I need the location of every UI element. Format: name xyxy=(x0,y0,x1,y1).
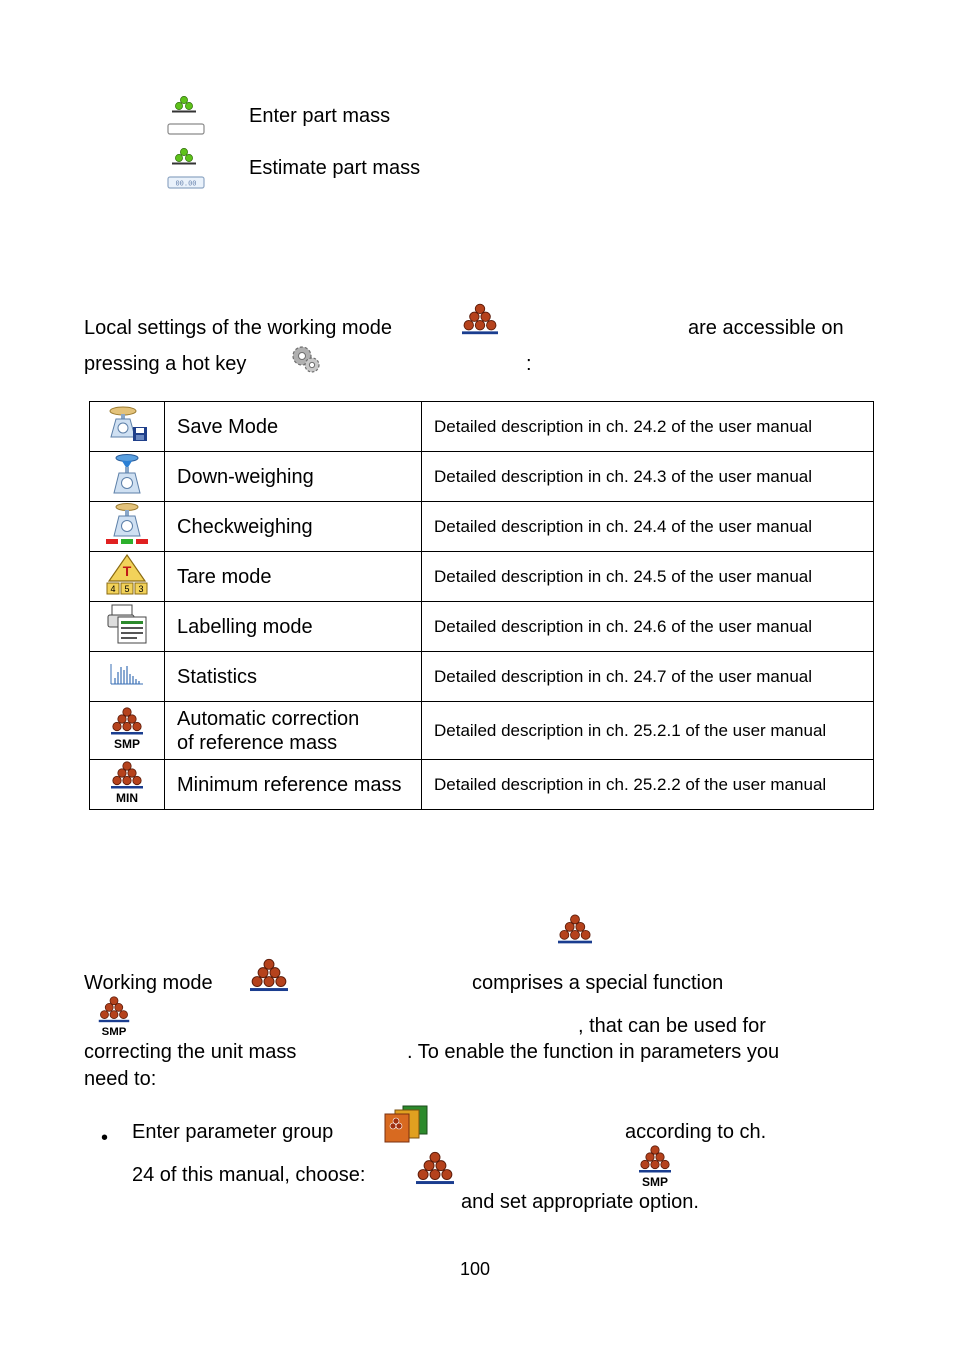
table-row xyxy=(90,452,874,502)
checkweighing-icon xyxy=(105,533,149,550)
bullet-text-1a: Enter parameter group xyxy=(132,1121,334,1143)
bullet-text-1b: according to ch. xyxy=(625,1121,767,1143)
svg-text:T: T xyxy=(122,563,132,579)
estimate-part-mass-label: Estimate part mass xyxy=(249,157,421,179)
save-mode-icon xyxy=(105,430,149,447)
local-settings-text-2: are accessible on xyxy=(688,317,844,339)
table-row xyxy=(90,760,874,810)
local-settings-text-3: pressing a hot key xyxy=(84,353,247,375)
local-settings-colon: : xyxy=(526,353,532,375)
table-row xyxy=(90,552,874,602)
smp-label: SMP xyxy=(113,737,141,749)
parts-counting-icon xyxy=(416,1151,454,1190)
smp-label: SMP xyxy=(641,1175,669,1187)
smp-label: SMP xyxy=(101,1026,127,1036)
local-settings-text-1: Local settings of the working mode xyxy=(84,317,392,339)
enter-part-mass-icon xyxy=(166,96,206,143)
tare-mode-icon xyxy=(105,563,149,599)
enter-part-mass-label: Enter part mass xyxy=(249,105,391,127)
svg-text:5: 5 xyxy=(124,584,130,594)
working-mode-text-1a: Working mode xyxy=(84,972,213,994)
parameters-group-icon xyxy=(381,1104,431,1149)
row-name: Save Mode xyxy=(165,402,422,452)
statistics-icon xyxy=(109,673,145,690)
row-name: Down-weighing xyxy=(165,452,422,502)
table-row xyxy=(90,602,874,652)
table-row xyxy=(90,702,874,760)
working-mode-text-1b: comprises a special function xyxy=(472,972,724,994)
smp-icon xyxy=(637,1145,673,1192)
bullet-symbol: • xyxy=(101,1127,109,1149)
row-name: Statistics xyxy=(165,652,422,702)
settings-table xyxy=(89,401,874,810)
row-name-line2: of reference mass xyxy=(177,731,338,754)
settings-hotkey-icon xyxy=(289,343,321,380)
table-row xyxy=(90,652,874,702)
row-desc: Detailed description in ch. 24.4 of the user manual xyxy=(422,502,874,552)
working-mode-text-3a: correcting the unit mass xyxy=(84,1041,297,1063)
estimate-part-mass-icon xyxy=(166,148,206,197)
row-name: Minimum reference mass xyxy=(165,760,422,810)
smp-icon xyxy=(96,996,132,1041)
row-name-line1: Automatic correction xyxy=(177,707,360,730)
parts-counting-icon xyxy=(250,958,288,997)
working-mode-text-2: , that can be used for xyxy=(578,1015,766,1037)
table-row xyxy=(90,402,874,452)
bullet-text-3: and set appropriate option. xyxy=(461,1191,699,1213)
labelling-mode-icon xyxy=(106,632,148,649)
row-desc: Detailed description in ch. 25.2.1 of the user manual xyxy=(422,702,874,760)
working-mode-text-3b: . To enable the function in parameters you xyxy=(407,1041,780,1063)
working-mode-text-4: need to: xyxy=(84,1068,157,1090)
page-number: 100 xyxy=(460,1259,491,1279)
parts-counting-icon xyxy=(462,303,498,340)
row-desc: Detailed description in ch. 24.7 of the user manual xyxy=(422,652,874,702)
row-desc: Detailed description in ch. 24.5 of the user manual xyxy=(422,552,874,602)
row-desc: Detailed description in ch. 24.2 of the user manual xyxy=(422,402,874,452)
row-name: Labelling mode xyxy=(165,602,422,652)
svg-text:00.00: 00.00 xyxy=(175,179,197,188)
parts-counting-heading-icon xyxy=(558,914,592,949)
row-desc: Detailed description in ch. 24.3 of the user manual xyxy=(422,452,874,502)
min-icon xyxy=(109,790,145,807)
down-weighing-icon xyxy=(110,482,144,499)
svg-text:3: 3 xyxy=(138,584,144,594)
table-row xyxy=(90,502,874,552)
svg-text:4: 4 xyxy=(110,584,116,594)
bullet-text-2: 24 of this manual, choose: xyxy=(132,1164,366,1186)
smp-icon xyxy=(109,736,145,753)
row-desc: Detailed description in ch. 24.6 of the user manual xyxy=(422,602,874,652)
row-name: Tare mode xyxy=(165,552,422,602)
row-desc: Detailed description in ch. 25.2.2 of the user manual xyxy=(422,760,874,810)
row-name: Checkweighing xyxy=(165,502,422,552)
min-label: MIN xyxy=(116,791,138,803)
